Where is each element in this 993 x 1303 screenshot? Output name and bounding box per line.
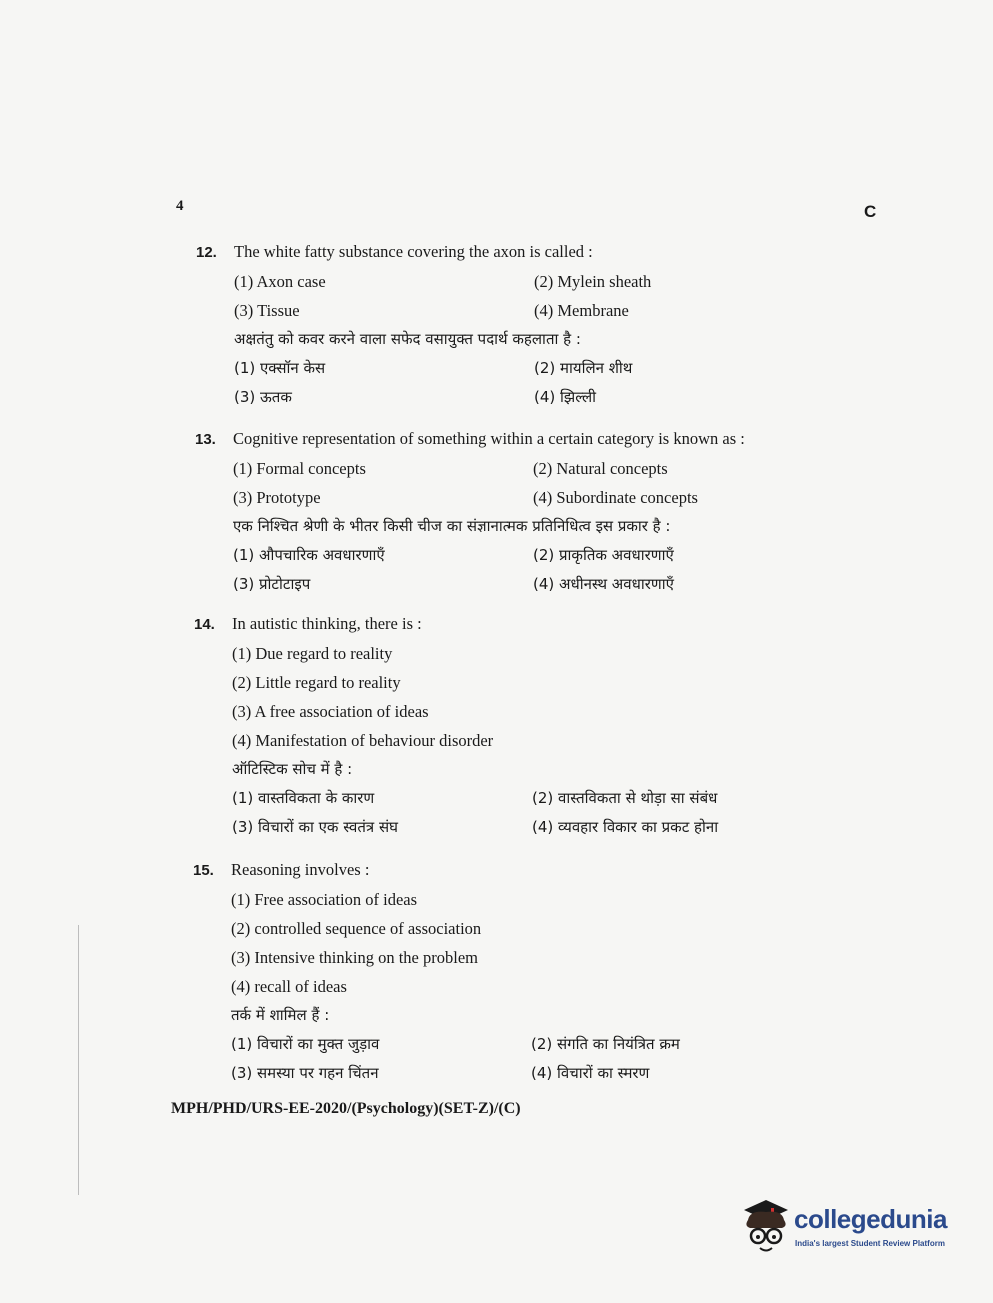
question-text-hi: तर्क में शामिल हैं : <box>231 1006 330 1024</box>
option-en-4: (4) Membrane <box>534 301 629 320</box>
option-en-1: (1) Free association of ideas <box>231 890 418 909</box>
option-hi-1: (1) एक्सॉन केस <box>234 359 326 377</box>
option-hi-2: (2) संगति का नियंत्रित क्रम <box>531 1035 680 1053</box>
question-number: 14. <box>194 616 215 633</box>
option-en-2: (2) Mylein sheath <box>534 272 652 291</box>
option-en-3: (3) Intensive thinking on the problem <box>231 948 478 967</box>
option-en-1: (1) Formal concepts <box>233 459 366 478</box>
option-en-2: (2) Little regard to reality <box>232 673 401 692</box>
collegedunia-logo <box>738 1198 963 1260</box>
option-hi-4: (4) झिल्ली <box>534 388 597 406</box>
question-text-hi: एक निश्चित श्रेणी के भीतर किसी चीज का संज्ञानात्मक प्रतिनिधित्व इस प्रकार है : <box>233 517 671 535</box>
option-hi-3: (3) विचारों का एक स्वतंत्र संघ <box>232 818 398 836</box>
option-hi-2: (2) प्राकृतिक अवधारणाएँ <box>533 546 674 564</box>
question-text-hi: ऑटिस्टिक सोच में है : <box>232 760 353 778</box>
option-hi-2: (2) मायलिन शीथ <box>534 359 633 377</box>
question-12 <box>196 237 651 412</box>
question-number: 13. <box>195 431 216 448</box>
option-en-2: (2) controlled sequence of association <box>231 919 482 938</box>
option-en-3: (3) Prototype <box>233 488 321 507</box>
option-en-2: (2) Natural concepts <box>533 459 668 478</box>
option-hi-2: (2) वास्तविकता से थोड़ा सा संबंध <box>532 789 718 807</box>
question-text-en: Reasoning involves : <box>231 860 370 879</box>
option-hi-4: (4) विचारों का स्मरण <box>531 1064 650 1082</box>
question-text-en: In autistic thinking, there is : <box>232 614 422 633</box>
option-hi-3: (3) प्रोटोटाइप <box>233 575 311 593</box>
option-hi-4: (4) व्यवहार विकार का प्रकट होना <box>532 818 719 836</box>
option-en-3: (3) Tissue <box>234 301 300 320</box>
mascot-icon <box>738 1198 794 1260</box>
option-en-1: (1) Axon case <box>234 272 326 291</box>
option-hi-3: (3) समस्या पर गहन चिंतन <box>231 1064 379 1082</box>
question-13 <box>195 424 745 599</box>
paper-code-footer: MPH/PHD/URS-EE-2020/(Psychology)(SET-Z)/(C) <box>171 1100 521 1117</box>
question-number: 12. <box>196 244 217 261</box>
scan-margin-line <box>78 925 79 1195</box>
question-text-en: Cognitive representation of something within a certain category is known as : <box>233 429 745 448</box>
question-15 <box>193 855 680 1088</box>
option-hi-1: (1) विचारों का मुक्त जुड़ाव <box>231 1035 380 1053</box>
question-text-en: The white fatty substance covering the axon is called : <box>234 242 593 261</box>
page-number: 4 <box>176 198 184 214</box>
option-en-1: (1) Due regard to reality <box>232 644 393 663</box>
brand-name: collegedunia <box>794 1204 947 1234</box>
question-14 <box>194 609 718 842</box>
option-en-4: (4) Manifestation of behaviour disorder <box>232 731 494 750</box>
set-code: C <box>864 202 877 221</box>
option-en-4: (4) Subordinate concepts <box>533 488 698 507</box>
option-en-3: (3) A free association of ideas <box>232 702 429 721</box>
option-en-4: (4) recall of ideas <box>231 977 347 996</box>
option-hi-4: (4) अधीनस्थ अवधारणाएँ <box>533 575 674 593</box>
question-text-hi: अक्षतंतु को कवर करने वाला सफेद वसायुक्त पदार्थ कहलाता है : <box>234 330 581 348</box>
option-hi-1: (1) वास्तविकता के कारण <box>232 789 375 807</box>
brand-tagline: India's largest Student Review Platform <box>795 1239 945 1248</box>
option-hi-1: (1) औपचारिक अवधारणाएँ <box>233 546 385 564</box>
option-hi-3: (3) ऊतक <box>234 388 292 406</box>
question-number: 15. <box>193 862 214 879</box>
